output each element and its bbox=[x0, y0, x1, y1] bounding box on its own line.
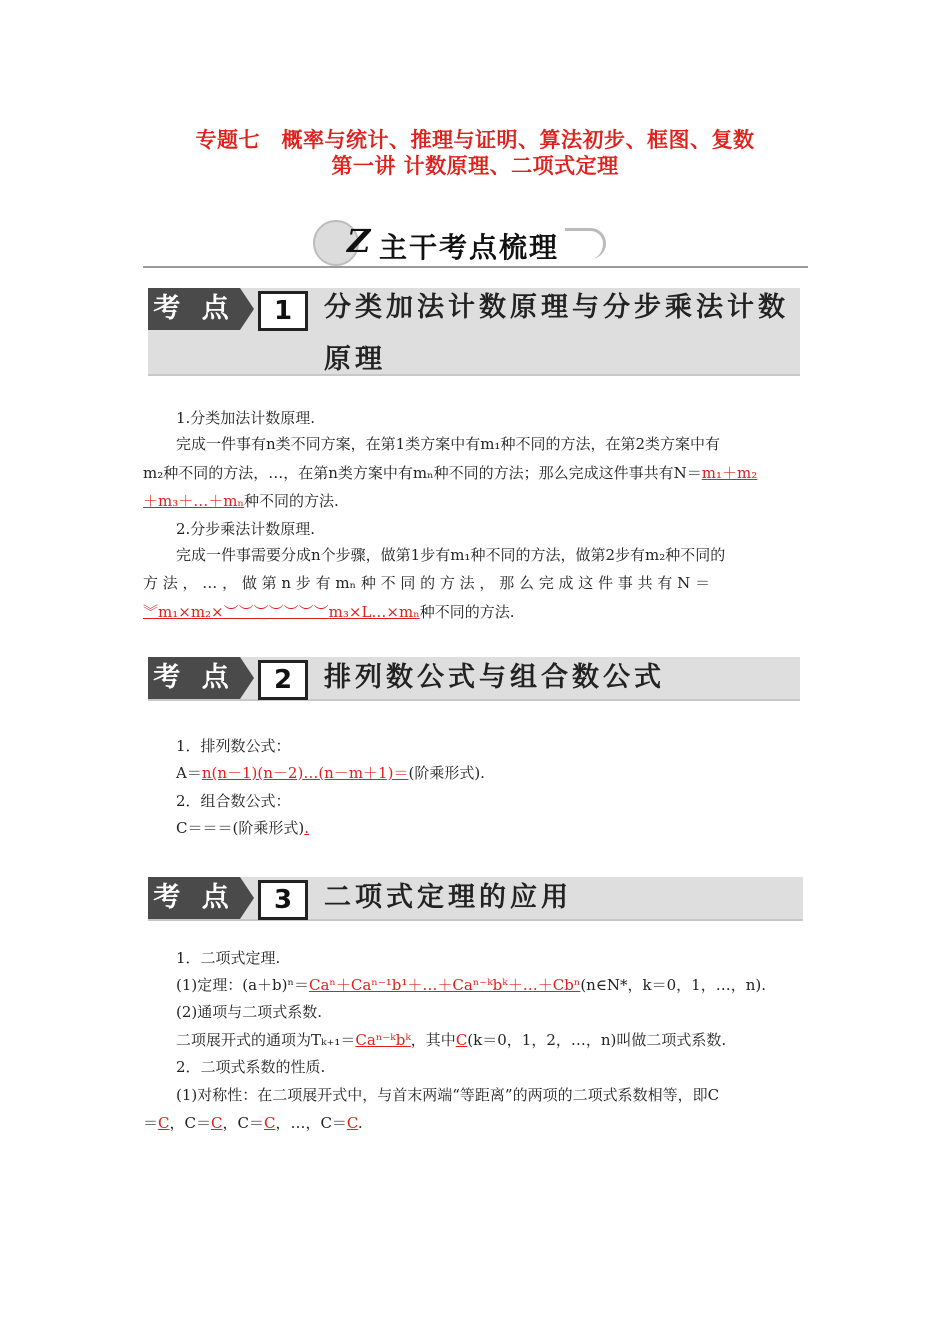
paragraph: ＋m₃＋…＋mₙ种不同的方法. bbox=[143, 492, 339, 510]
paragraph: m₂种不同的方法，…，在第n类方案中有mₙ种不同的方法；那么完成这件事共有N＝m₁＋m₂ bbox=[143, 464, 758, 482]
answer-blank: m₁＋m₂ bbox=[701, 464, 758, 482]
paragraph: 方 法 ， … ， 做 第 n 步 有 mₙ 种 不 同 的 方 法 ， 那 么 完 成 这 件 事 共 有 N ＝ bbox=[143, 574, 711, 592]
section-number: 1 bbox=[258, 291, 308, 331]
paragraph: 1.分类加法计数原理. bbox=[176, 409, 316, 427]
paragraph: 完成一件事有n类不同方案，在第1类方案中有m₁种不同的方法，在第2类方案中有 bbox=[176, 435, 720, 453]
section-number: 3 bbox=[258, 880, 308, 920]
kaodian-label: 考 点 bbox=[148, 288, 240, 330]
kaodian-label: 考 点 bbox=[148, 877, 240, 919]
answer-blank: n(n－1)(n－2)…(n－m＋1)＝ bbox=[201, 764, 409, 782]
label-arrow-icon bbox=[240, 657, 254, 699]
answer-blank: C bbox=[210, 1114, 223, 1132]
answer-blank: C bbox=[263, 1114, 276, 1132]
banner-text: 主干考点梳理 bbox=[379, 231, 560, 264]
paragraph: 2.分步乘法计数原理. bbox=[176, 520, 316, 538]
paragraph: 完成一件事需要分成n个步骤，做第1步有m₁种不同的方法，做第2步有m₂种不同的 bbox=[176, 546, 726, 564]
banner-letter: Z bbox=[347, 222, 371, 260]
section-header-3 bbox=[148, 877, 803, 921]
answer-blank: m₁×m₂× bbox=[158, 603, 224, 621]
answer-blank: Caⁿ⁻ᵏbᵏ bbox=[355, 1031, 411, 1049]
paragraph: ︾m₁×m₂×︶︶︶︶︶︶︶m₃×L…×mₙ种不同的方法. bbox=[143, 603, 515, 621]
doc-subtitle: 第一讲 计数原理、二项式定理 bbox=[331, 153, 619, 178]
answer-blank: C bbox=[455, 1031, 468, 1049]
section-banner bbox=[143, 210, 808, 272]
section-header-1 bbox=[148, 288, 800, 376]
banner-logo bbox=[313, 218, 613, 264]
banner-swirl-icon bbox=[565, 228, 606, 259]
paragraph: 2．组合数公式： bbox=[176, 792, 291, 810]
section-heading: 分类加法计数原理与分步乘法计数原理 bbox=[324, 292, 789, 375]
answer-blank: C bbox=[346, 1114, 358, 1132]
doc-title: 专题七 概率与统计、推理与证明、算法初步、框图、复数 bbox=[195, 127, 755, 152]
label-arrow-icon bbox=[240, 877, 254, 919]
banner-rule bbox=[143, 266, 808, 268]
paragraph: (1)对称性：在二项展开式中，与首末两端“等距离”的两项的二项式系数相等，即C bbox=[176, 1086, 720, 1104]
paragraph: 1．二项式定理. bbox=[176, 949, 281, 967]
paragraph: (1)定理：(a＋b)ⁿ＝Caⁿ＋Caⁿ⁻¹b¹＋…＋Caⁿ⁻ᵏbᵏ＋…＋Cbⁿ(n∈N*，k＝0，1，…，n). bbox=[176, 976, 767, 994]
answer-blank: m₃×L…×mₙ bbox=[328, 603, 420, 621]
paragraph: A＝n(n－1)(n－2)…(n－m＋1)＝(阶乘形式). bbox=[176, 764, 485, 782]
label-arrow-icon bbox=[240, 288, 254, 330]
paragraph: 二项展开式的通项为Tₖ₊₁＝Caⁿ⁻ᵏbᵏ，其中C(k＝0，1，2，…，n)叫做二项式系数. bbox=[176, 1031, 727, 1049]
section-heading: 排列数公式与组合数公式 bbox=[324, 662, 665, 693]
paragraph: ＝C，C＝C，C＝C，…，C＝C. bbox=[143, 1114, 363, 1132]
answer-blank: Caⁿ＋Caⁿ⁻¹b¹＋…＋Caⁿ⁻ᵏbᵏ＋…＋Cbⁿ bbox=[309, 976, 581, 994]
paragraph: 1．排列数公式： bbox=[176, 737, 291, 755]
paragraph: C＝＝＝(阶乘形式). bbox=[176, 819, 309, 837]
paragraph: 2．二项式系数的性质. bbox=[176, 1058, 326, 1076]
answer-blank: ＋m₃＋…＋mₙ bbox=[143, 492, 244, 510]
paragraph: (2)通项与二项式系数. bbox=[176, 1003, 323, 1021]
answer-blank: C bbox=[158, 1114, 170, 1132]
section-header-2 bbox=[148, 657, 800, 701]
section-heading: 二项式定理的应用 bbox=[324, 882, 572, 913]
kaodian-label: 考 点 bbox=[148, 657, 240, 699]
section-number: 2 bbox=[258, 660, 308, 700]
